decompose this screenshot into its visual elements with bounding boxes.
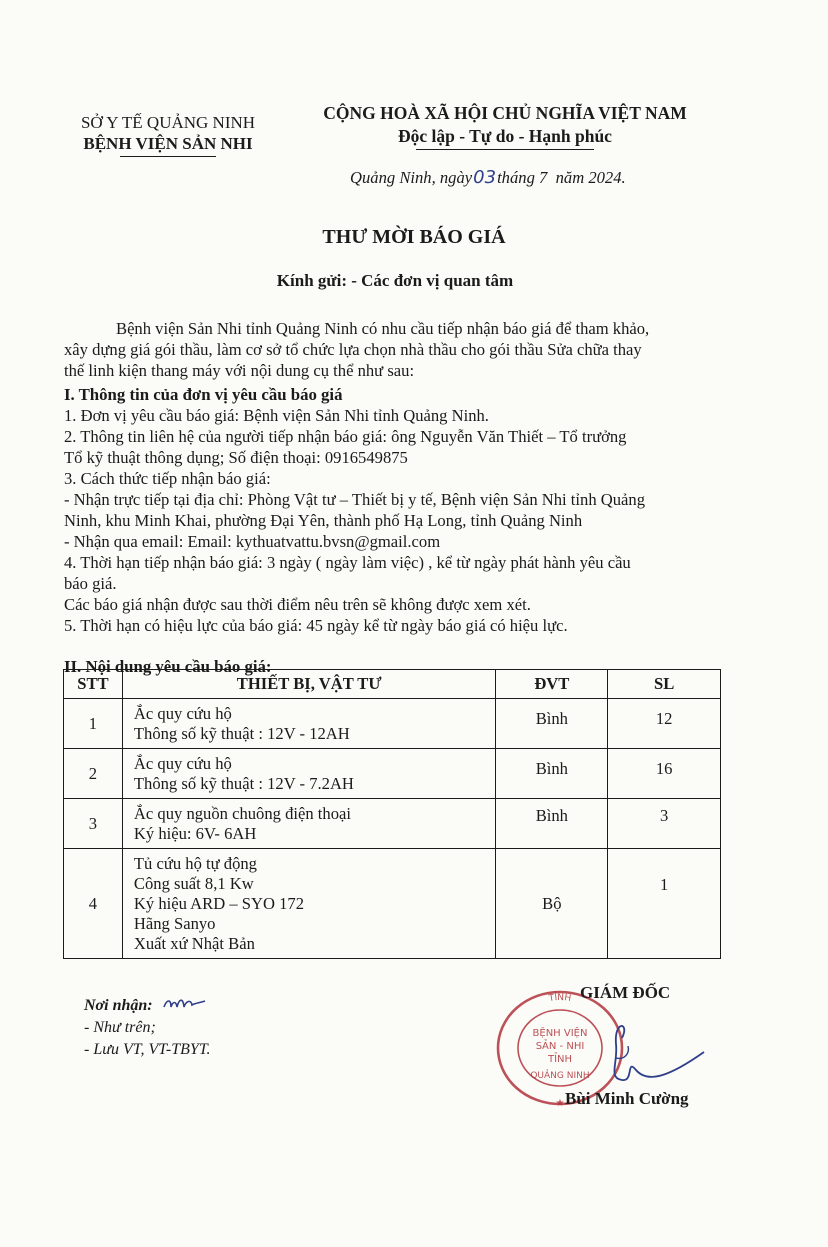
initials-signature-icon: [161, 995, 209, 1013]
item-line: Ắc quy cứu hộ: [133, 753, 232, 773]
section-1: [64, 384, 645, 636]
row-item: [122, 749, 496, 799]
stamp-text: BỆNH VIỆN: [532, 1028, 588, 1039]
recipient-item: - Như trên;: [84, 1019, 156, 1036]
row-unit: Bình: [496, 749, 608, 799]
section-1-line: báo giá.: [64, 574, 117, 593]
section-1-line: - Nhận trực tiếp tại địa chỉ: Phòng Vật tư – Thiết bị y tế, Bệnh viện Sản Nhi tỉnh Quảng: [64, 490, 646, 509]
date-day-handwritten: 03: [473, 167, 497, 188]
item-line: Công suất 8,1 Kw: [133, 873, 254, 893]
item-line: Ký hiệu ARD – SYO 172: [133, 893, 304, 913]
quote-table: [63, 669, 721, 959]
item-line: Ắc quy cứu hộ: [133, 703, 232, 723]
row-qty: 1: [608, 849, 721, 959]
column-header-item: THIẾT BỊ, VẬT TƯ: [122, 670, 496, 699]
intro-line: Bệnh viện Sản Nhi tỉnh Quảng Ninh có nhu cầu tiếp nhận báo giá để tham khảo,: [116, 319, 650, 338]
item-line: Ắc quy nguồn chuông điện thoại: [133, 803, 351, 823]
row-item: [122, 799, 496, 849]
intro-line: thế linh kiện thang máy với nội dung cụ thể như sau:: [64, 361, 415, 380]
column-header-stt: STT: [64, 670, 123, 699]
row-unit: Bình: [496, 799, 608, 849]
row-item: [122, 699, 496, 749]
org-line1: SỞ Y TẾ QUẢNG NINH: [80, 113, 256, 132]
section-1-line: Tổ kỹ thuật thông dụng; Số điện thoại: 0916549875: [64, 448, 408, 467]
section-1-line: 3. Cách thức tiếp nhận báo giá:: [64, 469, 271, 488]
section-2-heading: II. Nội dung yêu cầu báo giá:: [64, 657, 272, 676]
date-year: năm 2024.: [555, 168, 626, 187]
recipients-block: [84, 995, 211, 1061]
table-row: [64, 799, 721, 849]
nation-underline: [416, 149, 594, 150]
table-header-row: [64, 670, 721, 699]
column-header-qty: SL: [608, 670, 721, 699]
item-line: Xuất xứ Nhật Bản: [133, 933, 255, 953]
stamp-text: SẢN - NHI: [535, 1041, 585, 1052]
document-date: [350, 167, 626, 188]
item-line: Hãng Sanyo: [133, 913, 216, 933]
section-1-line: 2. Thông tin liên hệ của người tiếp nhận báo giá: ông Nguyễn Văn Thiết – Tổ trưởng: [64, 427, 627, 446]
section-1-line: 5. Thời hạn có hiệu lực của báo giá: 45 ngày kể từ ngày báo giá có hiệu lực.: [64, 616, 568, 635]
row-item: [122, 849, 496, 959]
row-qty: 12: [608, 699, 721, 749]
recipients-label: Nơi nhận:: [84, 997, 153, 1014]
svg-text:TỈNH: TỈNH: [548, 992, 572, 1005]
item-line: Thông số kỹ thuật : 12V - 7.2AH: [133, 773, 354, 793]
nation-line1: CỘNG HOÀ XÃ HỘI CHỦ NGHĨA VIỆT NAM: [323, 103, 687, 123]
signer-title: GIÁM ĐỐC: [580, 983, 671, 1002]
row-stt: 4: [64, 849, 123, 959]
item-line: Ký hiệu: 6V- 6AH: [133, 823, 257, 843]
table-row: [64, 749, 721, 799]
nation-header: [296, 103, 714, 150]
row-qty: 3: [608, 799, 721, 849]
section-1-line: 4. Thời hạn tiếp nhận báo giá: 3 ngày ( ngày làm việc) , kể từ ngày phát hành yêu cầu: [64, 553, 631, 572]
row-stt: 2: [64, 749, 123, 799]
item-line: Thông số kỹ thuật : 12V - 12AH: [133, 723, 350, 743]
page-title: THƯ MỜI BÁO GIÁ: [322, 226, 506, 248]
section-1-heading: I. Thông tin của đơn vị yêu cầu báo giá: [64, 385, 343, 404]
section-1-line: Các báo giá nhận được sau thời điểm nêu trên sẽ không được xem xét.: [64, 595, 531, 614]
nation-line2: Độc lập - Tự do - Hạnh phúc: [398, 126, 612, 146]
signer-name: Bùi Minh Cường: [565, 1089, 689, 1108]
row-unit: Bộ: [496, 849, 608, 959]
stamp-text: TỈNH: [547, 1054, 573, 1065]
row-qty: 16: [608, 749, 721, 799]
row-stt: 3: [64, 799, 123, 849]
intro-paragraph: [64, 318, 649, 381]
table-row: [64, 699, 721, 749]
org-line2: BỆNH VIỆN SẢN NHI: [83, 134, 253, 153]
signature-icon: [600, 1018, 710, 1098]
section-1-line: Ninh, khu Minh Khai, phường Đại Yên, thành phố Hạ Long, tỉnh Quảng Ninh: [64, 511, 583, 530]
section-1-line: - Nhận qua email: Email: kythuatvattu.bvsn@gmail.com: [64, 532, 441, 551]
table-row: [64, 849, 721, 959]
svg-text:★: ★: [555, 1098, 565, 1109]
section-1-line: 1. Đơn vị yêu cầu báo giá: Bệnh viện Sản Nhi tỉnh Quảng Ninh.: [64, 406, 489, 425]
intro-line: xây dựng giá gói thầu, làm cơ sở tổ chức lựa chọn nhà thầu cho gói thầu Sửa chữa thay: [64, 340, 642, 359]
org-header: [48, 112, 288, 157]
greeting: Kính gửi: - Các đơn vị quan tâm: [276, 271, 514, 290]
row-stt: 1: [64, 699, 123, 749]
row-unit: Bình: [496, 699, 608, 749]
column-header-unit: ĐVT: [496, 670, 608, 699]
recipient-item: - Lưu VT, VT-TBYT.: [84, 1041, 211, 1058]
date-month: tháng 7: [497, 168, 548, 187]
item-line: Tủ cứu hộ tự động: [133, 853, 257, 873]
stamp-text: QUẢNG NINH: [530, 1071, 590, 1081]
date-prefix: Quảng Ninh, ngày: [350, 168, 473, 187]
org-underline: [120, 156, 216, 157]
